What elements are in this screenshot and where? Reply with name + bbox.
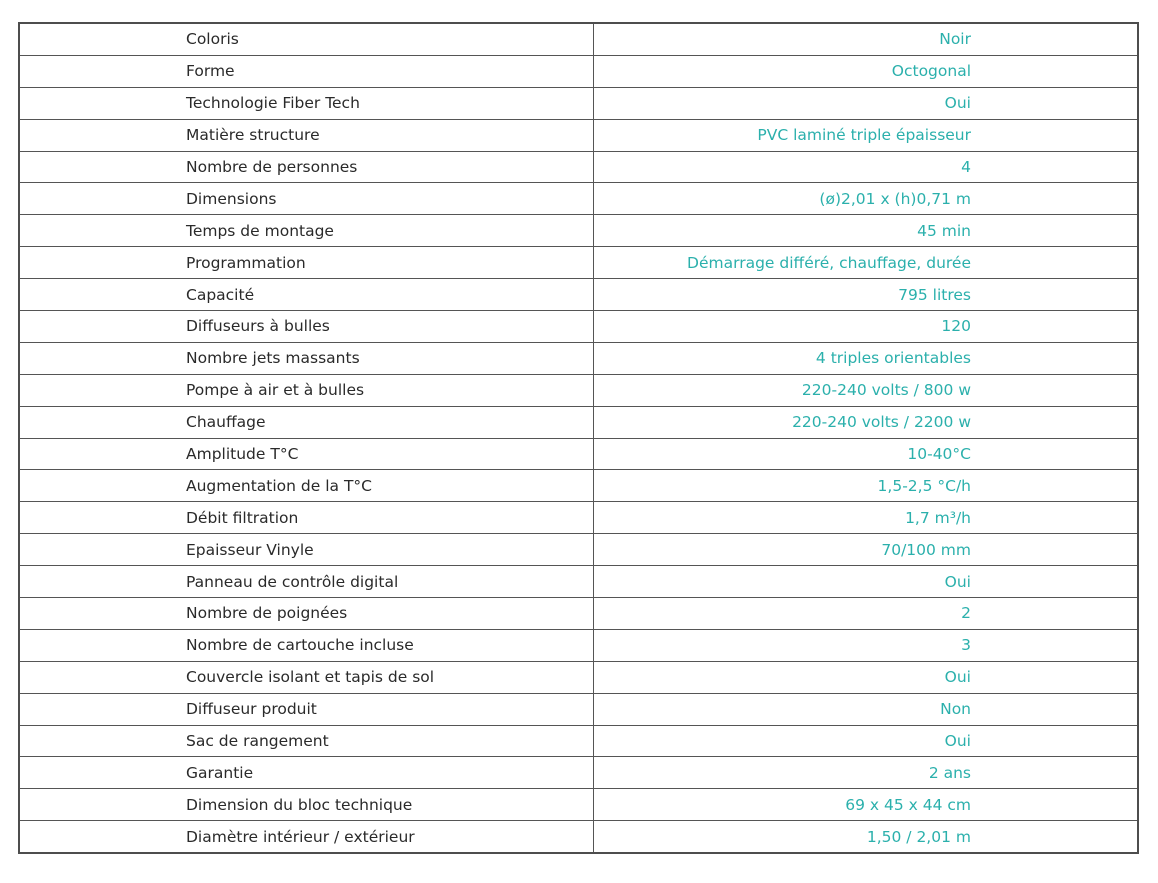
table-row (20, 439, 1137, 471)
row-value: Oui (944, 572, 971, 591)
row-label: Chauffage (20, 407, 594, 438)
row-label: Temps de montage (20, 215, 594, 246)
table-row (20, 534, 1137, 566)
row-label: Nombre de personnes (20, 152, 594, 183)
table-row (20, 56, 1137, 88)
row-label: Dimension du bloc technique (20, 789, 594, 820)
table-row (20, 375, 1137, 407)
row-value: 1,7 m³/h (905, 508, 971, 527)
row-value: 1,5-2,5 °C/h (877, 476, 971, 495)
table-row (20, 726, 1137, 758)
row-value: 45 min (917, 221, 971, 240)
row-label: Sac de rangement (20, 726, 594, 757)
row-label: Technologie Fiber Tech (20, 88, 594, 119)
row-label: Panneau de contrôle digital (20, 566, 594, 597)
table-row (20, 343, 1137, 375)
row-label: Coloris (20, 24, 594, 55)
row-label: Débit filtration (20, 502, 594, 533)
row-value: 795 litres (898, 285, 971, 304)
table-row (20, 630, 1137, 662)
table-row (20, 662, 1137, 694)
table-row (20, 24, 1137, 56)
row-value: 70/100 mm (881, 540, 971, 559)
table-row (20, 789, 1137, 821)
row-value: 4 triples orientables (815, 349, 971, 368)
row-label: Nombre jets massants (20, 343, 594, 374)
table-row (20, 407, 1137, 439)
table-row (20, 311, 1137, 343)
table-row (20, 821, 1137, 852)
row-label: Capacité (20, 279, 594, 310)
row-label: Dimensions (20, 183, 594, 214)
row-label: Pompe à air et à bulles (20, 375, 594, 406)
row-label: Nombre de poignées (20, 598, 594, 629)
row-label: Nombre de cartouche incluse (20, 630, 594, 661)
row-value: PVC laminé triple épaisseur (757, 126, 971, 145)
spec-table (18, 22, 1139, 854)
row-value: (ø)2,01 x (h)0,71 m (819, 189, 971, 208)
row-value: Octogonal (891, 62, 971, 81)
table-row (20, 598, 1137, 630)
table-row (20, 566, 1137, 598)
row-value: 2 (961, 604, 971, 623)
row-label: Augmentation de la T°C (20, 470, 594, 501)
row-label: Matière structure (20, 120, 594, 151)
row-value: 220-240 volts / 800 w (801, 381, 971, 400)
row-label: Diffuseurs à bulles (20, 311, 594, 342)
row-label: Programmation (20, 247, 594, 278)
table-row (20, 470, 1137, 502)
table-row (20, 88, 1137, 120)
table-row (20, 215, 1137, 247)
table-row (20, 694, 1137, 726)
row-value: 120 (941, 317, 971, 336)
row-value: Oui (944, 668, 971, 687)
row-label: Forme (20, 56, 594, 87)
table-row (20, 247, 1137, 279)
row-label: Couvercle isolant et tapis de sol (20, 662, 594, 693)
table-row (20, 183, 1137, 215)
row-label: Epaisseur Vinyle (20, 534, 594, 565)
table-row (20, 757, 1137, 789)
row-value: Oui (944, 732, 971, 751)
table-row (20, 279, 1137, 311)
row-value: Oui (944, 94, 971, 113)
row-value: 69 x 45 x 44 cm (845, 795, 971, 814)
row-label: Diamètre intérieur / extérieur (20, 821, 594, 852)
row-value: Noir (939, 30, 971, 49)
row-value: 10-40°C (907, 445, 971, 464)
row-value: 2 ans (928, 763, 971, 782)
row-label: Diffuseur produit (20, 694, 594, 725)
row-label: Amplitude T°C (20, 439, 594, 470)
table-row (20, 502, 1137, 534)
table-row (20, 120, 1137, 152)
row-value: Non (940, 700, 971, 719)
table-row (20, 152, 1137, 184)
row-value: 220-240 volts / 2200 w (792, 413, 971, 432)
row-label: Garantie (20, 757, 594, 788)
row-value: Démarrage différé, chauffage, durée (687, 253, 971, 272)
row-value: 1,50 / 2,01 m (866, 827, 971, 846)
row-value: 3 (961, 636, 971, 655)
row-value: 4 (961, 158, 971, 176)
